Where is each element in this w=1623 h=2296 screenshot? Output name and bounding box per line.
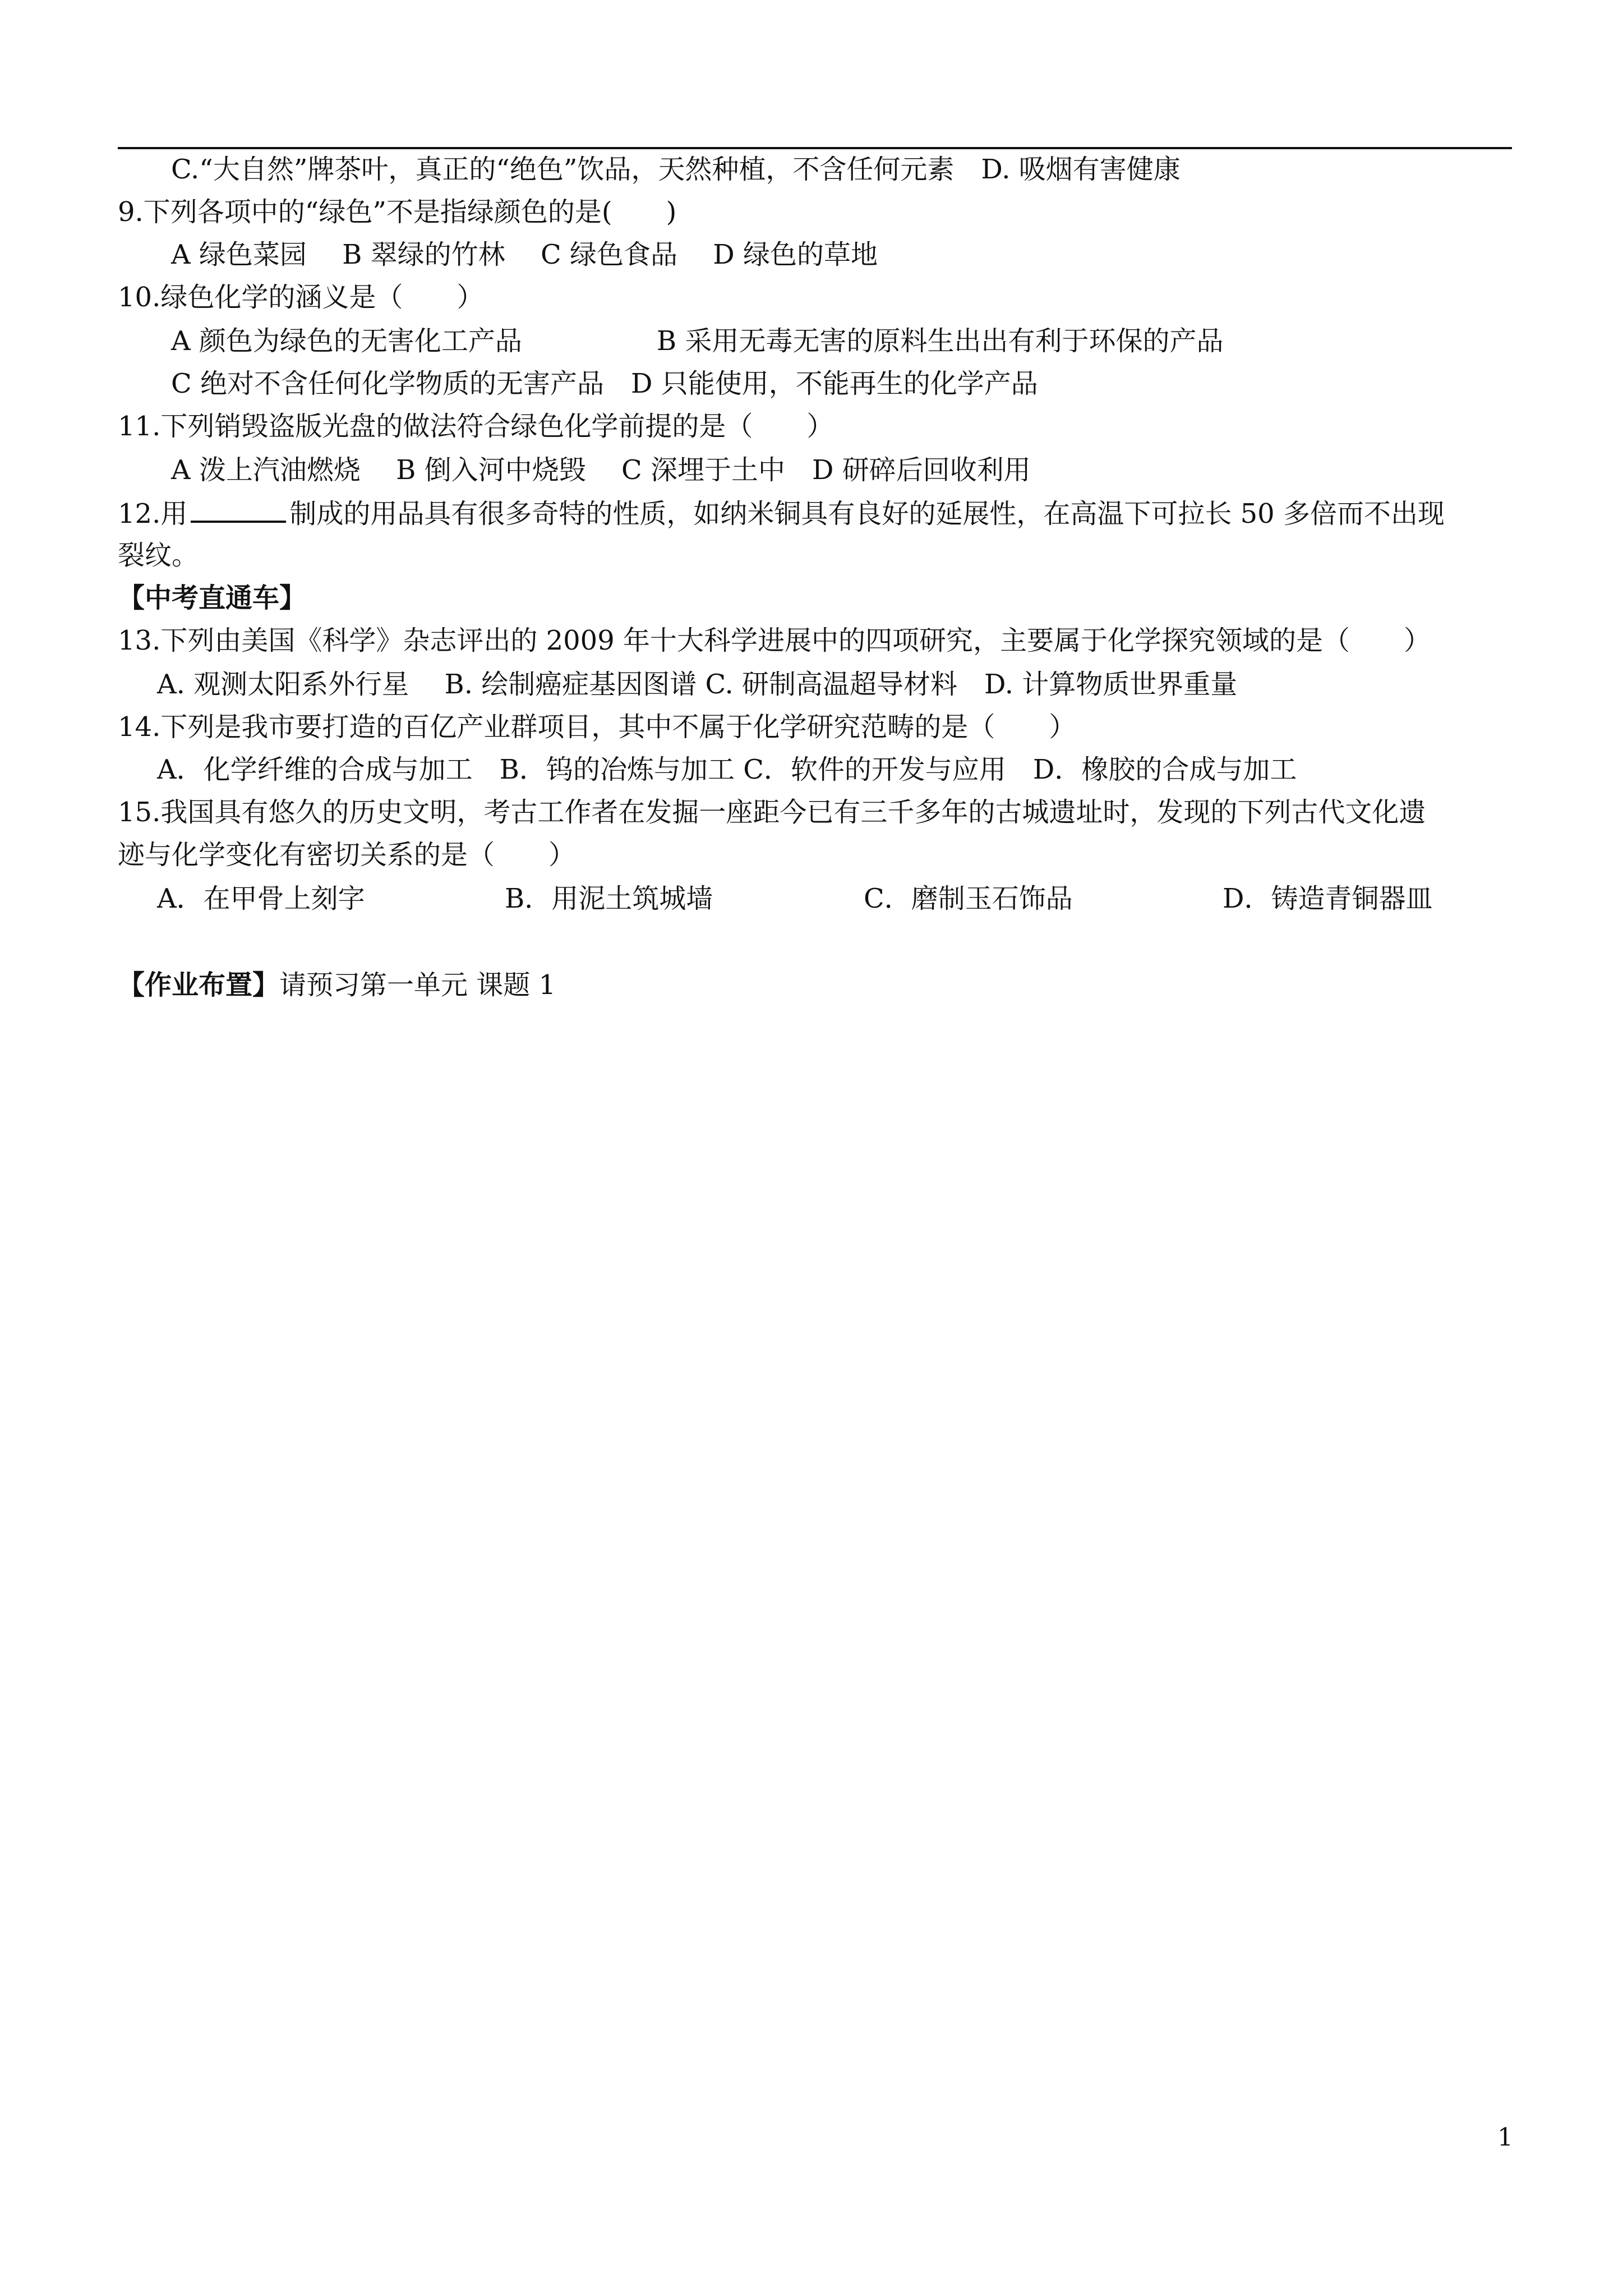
q15-option-a: A．在甲骨上刻字 [157, 883, 365, 914]
q11-stem: 11.下列销毁盗版光盘的做法符合绿色化学前提的是（ ） [118, 411, 834, 442]
q15-stem-line2: 迹与化学变化有密切关系的是（ ） [118, 839, 576, 871]
q15-option-c: C．磨制玉石饰品 [864, 883, 1073, 914]
header-rule [118, 147, 1512, 149]
q12-stem [118, 496, 1445, 531]
q14-options: A．化学纤维的合成与加工 B．钨的冶炼与加工 C．软件的开发与应用 D．橡胶的合成与加工 [157, 754, 1297, 785]
q10-options-line2: C 绝对不含任何化学物质的无害产品 D 只能使用，不能再生的化学产品 [171, 368, 1038, 399]
q15-option-d: D．铸造青铜器皿 [1223, 883, 1433, 914]
q15-stem-line1: 15.我国具有悠久的历史文明，考古工作者在发掘一座距今已有三千多年的古城遗址时，发现的下列古代文化遗 [118, 797, 1426, 828]
q13-options: A. 观测太阳系外行星 B. 绘制癌症基因图谱 C. 研制高温超导材料 D. 计算物质世界重量 [157, 669, 1238, 700]
q11-options: A 泼上汽油燃烧 B 倒入河中烧毁 C 深埋于土中 D 研碎后回收利用 [171, 454, 1031, 486]
q12-prefix: 12.用 [118, 498, 188, 530]
q15-options [0, 882, 1623, 915]
q9-stem: 9.下列各项中的“绿色”不是指绿颜色的是( ) [118, 196, 677, 228]
section-heading-exam: 【中考直通车】 [118, 582, 307, 614]
homework-line [118, 968, 556, 1002]
q8-options-c-d: C.“大自然”牌茶叶，真正的“绝色”饮品，天然种植，不含任何元素 D. 吸烟有害健康 [171, 154, 1181, 185]
q10-options-line1: A 颜色为绿色的无害化工产品 B 采用无毒无害的原料生出出有利于环保的产品 [171, 325, 1224, 357]
page-number: 1 [1497, 2123, 1513, 2152]
homework-text: 请预习第一单元 课题 1 [279, 969, 556, 1001]
q10-stem: 10.绿色化学的涵义是（ ） [118, 282, 484, 313]
q15-option-b: B．用泥土筑城墙 [505, 883, 713, 914]
q14-stem: 14.下列是我市要打造的百亿产业群项目，其中不属于化学研究范畴的是（ ） [118, 711, 1076, 743]
homework-label: 【作业布置】 [118, 969, 280, 1001]
q9-options: A 绿色菜园 B 翠绿的竹林 C 绿色食品 D 绿色的草地 [171, 239, 878, 270]
q12-answer-blank [191, 496, 286, 523]
q12-suffix: 制成的用品具有很多奇特的性质，如纳米铜具有良好的延展性，在高温下可拉长 50 多倍而不出现 [289, 498, 1445, 530]
q12-continuation: 裂纹。 [118, 540, 199, 571]
q13-stem: 13.下列由美国《科学》杂志评出的 2009 年十大科学进展中的四项研究，主要属于化学探究领域的是（ ） [118, 625, 1431, 656]
